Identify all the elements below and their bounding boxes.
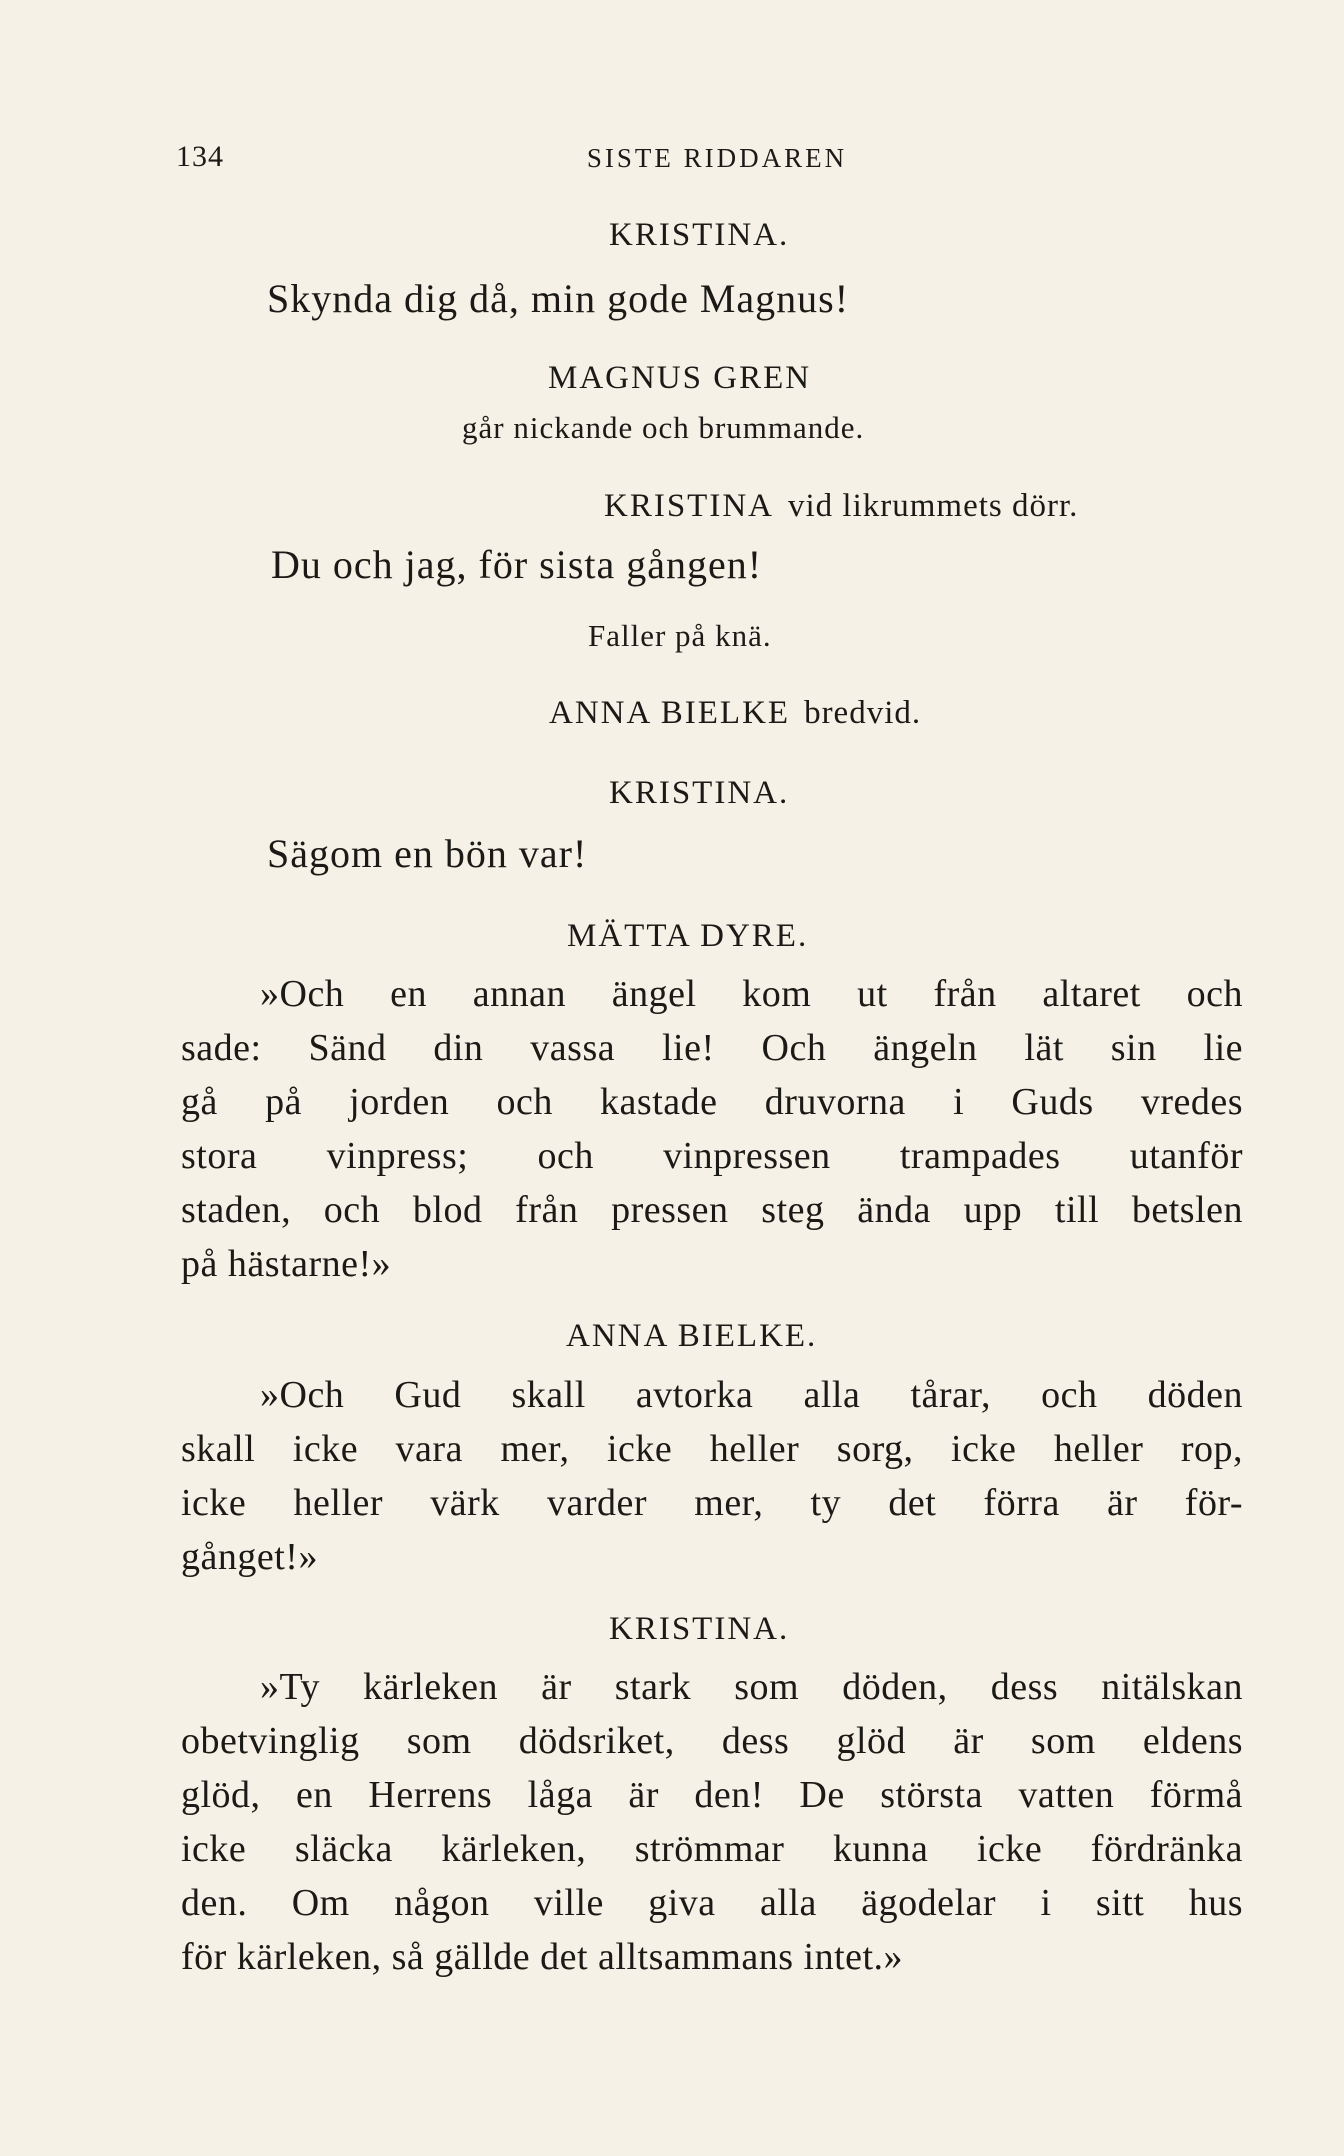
speaker-magnus-gren: MAGNUS GREN bbox=[548, 360, 812, 396]
text-line: icke släcka kärleken, strömmar kunna icke fördränka bbox=[181, 1828, 1243, 1870]
stage-action-kneel: Faller på knä. bbox=[588, 618, 772, 653]
speech-matta-dyre bbox=[181, 967, 1243, 1291]
speech-anna-bielke bbox=[181, 1368, 1243, 1584]
speaker-kristina-4: KRISTINA. bbox=[609, 1611, 790, 1647]
text-line: glöd, en Herrens låga är den! De största vatten förmå bbox=[181, 1774, 1243, 1816]
speaker-name: KRISTINA bbox=[604, 488, 774, 524]
page-number: 134 bbox=[176, 140, 224, 173]
text-line: sade: Sänd din vassa lie! Och ängeln lät sin lie bbox=[181, 1027, 1243, 1069]
verse-line-3: Sägom en bön var! bbox=[267, 831, 588, 876]
running-title: SISTE RIDDAREN bbox=[586, 143, 848, 173]
text-line: »Och en annan ängel kom ut från altaret och bbox=[260, 973, 1243, 1015]
stage-direction-door: vid likrummets dörr. bbox=[788, 488, 1079, 524]
speech-kristina bbox=[181, 1660, 1243, 1984]
speaker-kristina-3: KRISTINA. bbox=[609, 775, 790, 811]
speaker-name: ANNA BIELKE bbox=[549, 695, 791, 731]
speaker-kristina-2 bbox=[604, 488, 1078, 525]
text-line: skall icke vara mer, icke heller sorg, icke heller rop, bbox=[181, 1428, 1243, 1470]
text-line: »Och Gud skall avtorka alla tårar, och döden bbox=[260, 1374, 1243, 1416]
verse-line-2: Du och jag, för sista gången! bbox=[271, 542, 763, 587]
text-line: på hästarne!» bbox=[181, 1243, 392, 1285]
speaker-anna-bielke-1 bbox=[549, 695, 921, 732]
stage-direction-magnus: går nickande och brummande. bbox=[462, 410, 865, 445]
text-line: stora vinpress; och vinpressen trampades utanför bbox=[181, 1135, 1243, 1177]
text-line: obetvinglig som dödsriket, dess glöd är som eldens bbox=[181, 1720, 1243, 1762]
text-line: för kärleken, så gällde det alltsammans intet.» bbox=[181, 1936, 904, 1978]
text-line: gå på jorden och kastade druvorna i Guds vredes bbox=[181, 1081, 1243, 1123]
text-line: »Ty kärleken är stark som döden, dess nitälskan bbox=[260, 1666, 1243, 1708]
text-line: den. Om någon ville giva alla ägodelar i sitt hus bbox=[181, 1882, 1243, 1924]
speaker-matta-dyre: MÄTTA DYRE. bbox=[567, 918, 809, 954]
text-line: gånget!» bbox=[181, 1536, 318, 1578]
verse-line-1: Skynda dig då, min gode Magnus! bbox=[267, 276, 850, 321]
speaker-kristina-1: KRISTINA. bbox=[609, 217, 790, 253]
stage-direction-beside: bredvid. bbox=[804, 695, 922, 731]
text-line: staden, och blod från pressen steg ända upp till betslen bbox=[181, 1189, 1243, 1231]
text-line: icke heller värk varder mer, ty det förra är för- bbox=[181, 1482, 1243, 1524]
speaker-anna-bielke-2: ANNA BIELKE. bbox=[566, 1318, 818, 1354]
